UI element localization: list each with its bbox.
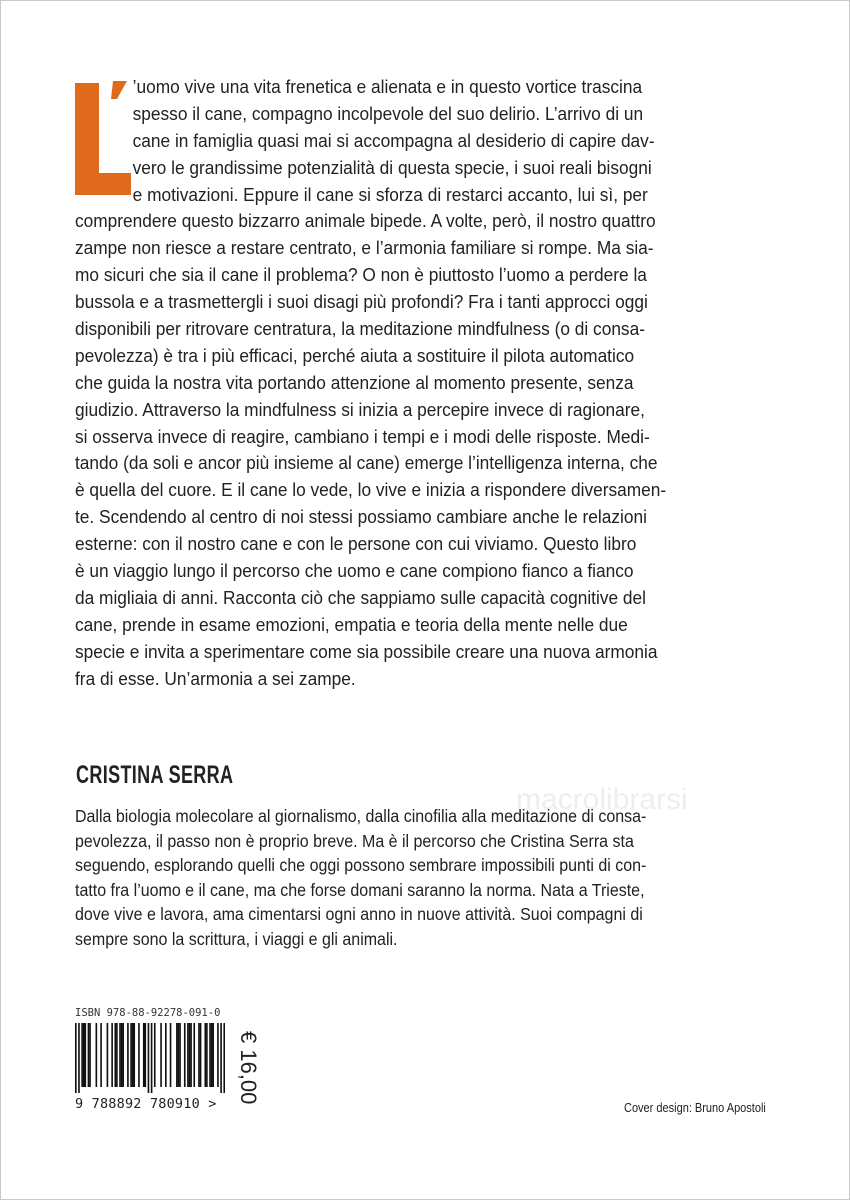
barcode-bar <box>130 1023 132 1087</box>
author-bio <box>75 804 745 952</box>
bio-line: pevolezza, il passo non è proprio breve. Ma è il percorso che Cristina Serra sta <box>75 830 634 851</box>
barcode-bar <box>220 1023 222 1093</box>
barcode-bar <box>151 1023 153 1093</box>
bio-line: dove vive e lavora, ama cimentarsi ogni anno in nuove attività. Suoi compagni di <box>75 904 643 925</box>
barcode-bar <box>209 1023 211 1087</box>
barcode-bar <box>75 1023 77 1093</box>
barcode-bar <box>179 1023 181 1087</box>
barcode-bar <box>178 1023 180 1087</box>
cover-design-credit: Cover design: Bruno Apostoli <box>624 1101 766 1115</box>
barcode-bar <box>189 1023 191 1087</box>
blurb-line: pevolezza) è tra i più efficaci, perché aiuta a sostituire il pilota automatico <box>75 344 635 366</box>
barcode-bar <box>114 1023 116 1087</box>
book-blurb <box>75 74 726 692</box>
blurb-line: fra di esse. Un’armonia a sei zampe. <box>75 667 356 689</box>
barcode-bar <box>154 1023 156 1087</box>
author-name: CRISTINA SERRA <box>76 761 234 789</box>
barcode-bar <box>107 1023 109 1087</box>
ean-digits: 9 788892 780910 > <box>75 1096 217 1112</box>
blurb-line: spesso il cane, compagno incolpevole del suo delirio. L’arrivo di un <box>132 102 644 124</box>
barcode-bar <box>89 1023 91 1087</box>
barcode-bar <box>217 1023 219 1087</box>
blurb-line: si osserva invece di reagire, cambiano i tempi e i modi delle risposte. Medi- <box>75 425 650 447</box>
blurb-line: è quella del cuore. E il cane lo vede, lo vive e inizia a rispondere diversamen- <box>75 479 667 501</box>
barcode-bar <box>132 1023 134 1087</box>
barcode-bar <box>122 1023 124 1087</box>
barcode-bar <box>206 1023 208 1087</box>
barcode-bar <box>144 1023 146 1087</box>
blurb-line: ’uomo vive una vita frenetica e alienata e in questo vortice trascina <box>132 76 643 97</box>
barcode-bar <box>176 1023 178 1087</box>
barcode-bar <box>78 1023 80 1093</box>
barcode-bar <box>204 1023 206 1087</box>
barcode-bar <box>100 1023 102 1087</box>
blurb-line: mo sicuri che sia il cane il problema? O non è piuttosto l’uomo a perdere la <box>75 264 647 286</box>
barcode-bar <box>160 1023 162 1087</box>
barcode-bar <box>187 1023 189 1087</box>
blurb-line: comprendere questo bizzarro animale bipede. A volte, però, il nostro quattro <box>75 210 656 232</box>
barcode-bar <box>119 1023 121 1087</box>
barcode-bar <box>127 1023 129 1087</box>
barcode-bar <box>116 1023 118 1087</box>
barcode-bar <box>138 1023 140 1087</box>
bio-line: seguendo, esplorando quelli che oggi possono sembrare impossibili punti di con- <box>75 855 647 876</box>
blurb-line: disponibili per ritrovare centratura, la meditazione mindfulness (o di consa- <box>75 318 645 340</box>
barcode-bar <box>190 1023 192 1087</box>
svg-text:macrolibrarsi: macrolibrarsi <box>516 783 688 816</box>
barcode-bar <box>88 1023 90 1087</box>
blurb-line: è un viaggio lungo il percorso che uomo e cane compiono fianco a fianco <box>75 560 634 582</box>
barcode-bar <box>111 1023 113 1087</box>
barcode-bar <box>81 1023 83 1087</box>
barcode-bar <box>193 1023 195 1087</box>
barcode-bar <box>200 1023 202 1087</box>
blurb-line: che guida la nostra vita portando attenzione al momento presente, senza <box>75 371 634 393</box>
blurb-line: cane, prende in esame emozioni, empatia e teoria della mente nelle due <box>75 613 628 635</box>
bio-line: sempre sono la scrittura, i viaggi e gli animali. <box>75 928 398 949</box>
barcode-bar <box>211 1023 213 1087</box>
blurb-line: cane in famiglia quasi mai si accompagna al desiderio di capire dav- <box>132 129 655 151</box>
bio-line: Dalla biologia molecolare al giornalismo, dalla cinofilia alla meditazione di consa- <box>75 806 647 826</box>
blurb-line: da migliaia di anni. Racconta ciò che sappiamo sulle capacità cognitive del <box>75 586 646 608</box>
barcode-bar <box>96 1023 98 1087</box>
price-text: € 16,00 <box>236 1031 261 1105</box>
blurb-line: te. Scendendo al centro di noi stessi possiamo cambiare anche le relazioni <box>75 506 647 528</box>
blurb-line: specie e invita a sperimentare come sia possibile creare una nuova armonia <box>75 640 658 662</box>
barcode-bar <box>148 1023 150 1093</box>
blurb-line: zampe non riesce a restare centrato, e l’armonia familiare si rompe. Ma sia- <box>75 237 654 259</box>
barcode-bar <box>170 1023 172 1087</box>
isbn-label: ISBN 978-88-92278-091-0 <box>75 1007 221 1019</box>
barcode-bar <box>121 1023 123 1087</box>
barcode-bar <box>198 1023 200 1087</box>
blurb-line: e motivazioni. Eppure il cane si sforza di restarci accanto, lui sì, per <box>132 183 648 205</box>
barcode-bar <box>133 1023 135 1087</box>
barcode-bar <box>223 1023 225 1093</box>
barcode-bar <box>84 1023 86 1087</box>
barcode-bar <box>143 1023 145 1087</box>
barcode-bar <box>184 1023 186 1087</box>
blurb-line: bussola e a trasmettergli i suoi disagi più profondi? Fra i tanti approcci oggi <box>75 291 648 313</box>
barcode <box>75 1023 225 1093</box>
bio-line: tatto fra l’uomo e il cane, ma che forse domani saranno la norma. Nata a Trieste, <box>75 879 645 900</box>
price-label <box>233 1031 263 1105</box>
blurb-line: vero le grandissime potenzialità di questa specie, i suoi reali bisogni <box>132 156 652 178</box>
blurb-line: tando (da soli e ancor più insieme al cane) emerge l’intelligenza interna, che <box>75 452 658 474</box>
blurb-line: giudizio. Attraverso la mindfulness si inizia a percepire invece di ragionare, <box>75 398 645 420</box>
barcode-bar <box>212 1023 214 1087</box>
barcode-bar <box>83 1023 85 1087</box>
blurb-line: esterne: con il nostro cane e con le persone con cui viviamo. Questo libro <box>75 533 637 555</box>
barcode-bar <box>165 1023 167 1087</box>
